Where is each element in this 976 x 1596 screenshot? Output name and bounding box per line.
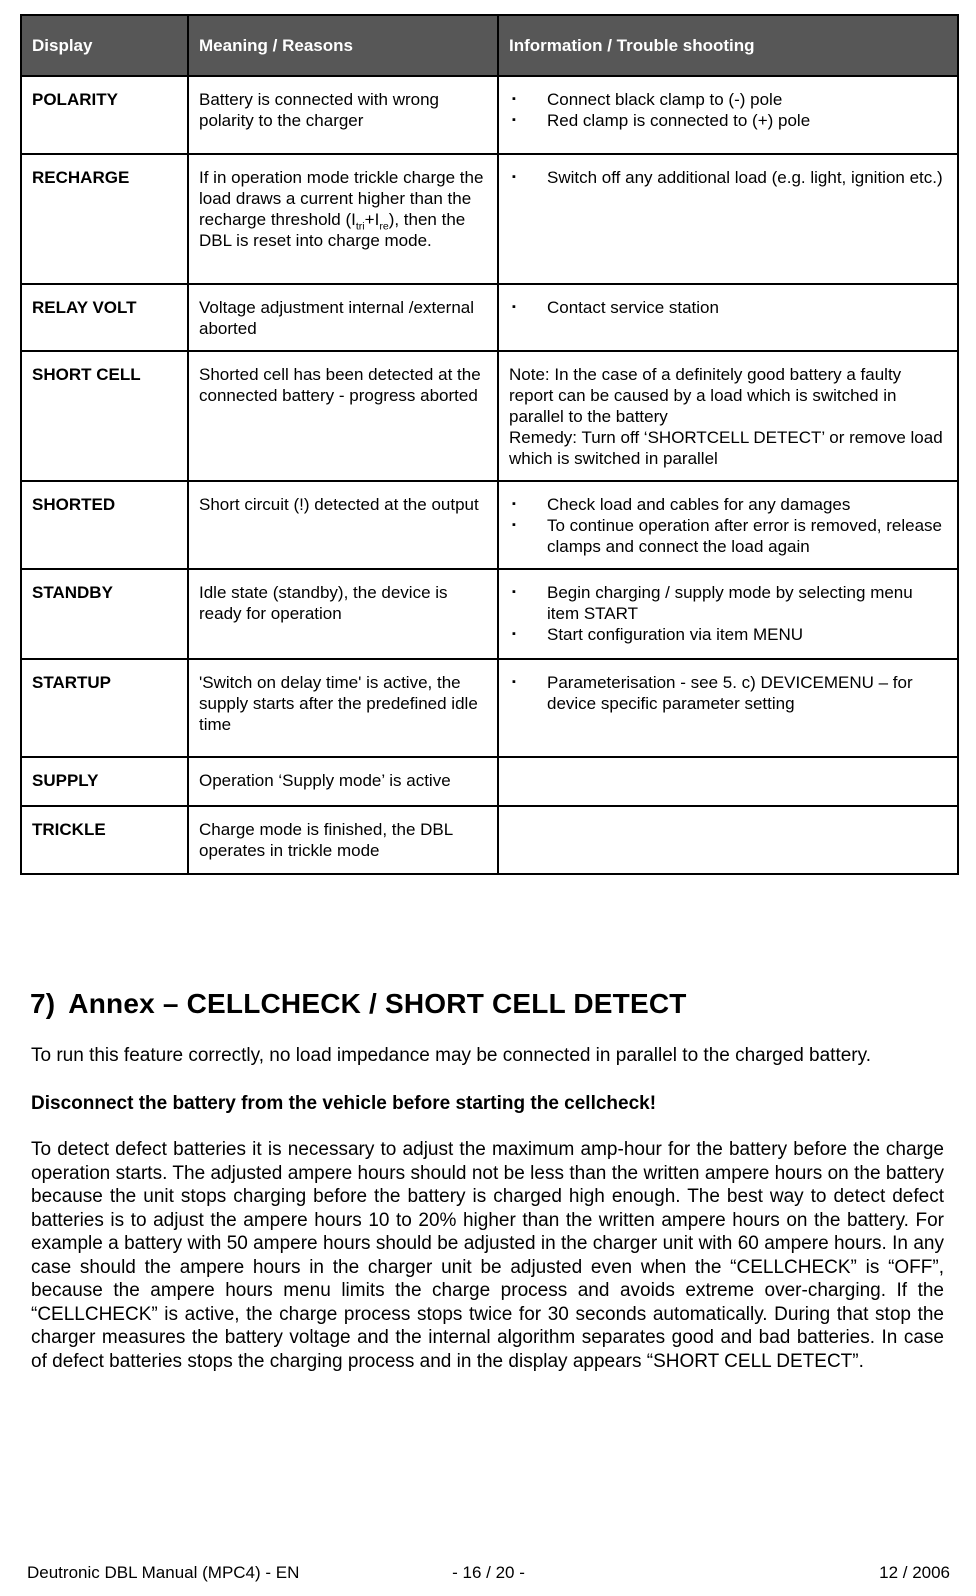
bullet-square-icon: ▪ — [512, 114, 516, 126]
bullet-square-icon: ▪ — [512, 171, 516, 183]
info-bullet-text: Red clamp is connected to (+) pole — [547, 111, 811, 130]
info-cell — [498, 569, 958, 659]
footer-page-number: - 16 / 20 - — [452, 1563, 525, 1582]
meaning-cell: Operation ‘Supply mode’ is active — [188, 757, 498, 806]
table-row — [21, 806, 958, 874]
footer-document-title: Deutronic DBL Manual (MPC4) - EN — [27, 1563, 300, 1582]
info-cell — [498, 757, 958, 806]
column-header-display: Display — [21, 15, 188, 76]
bullet-square-icon: ▪ — [512, 676, 516, 688]
info-bullet-text: Switch off any additional load (e.g. light, ignition etc.) — [547, 168, 943, 187]
table-row — [21, 569, 958, 659]
warning-line: Disconnect the battery from the vehicle before starting the cellcheck! — [31, 1093, 657, 1114]
info-cell — [498, 154, 958, 284]
bullet-square-icon: ▪ — [512, 586, 516, 598]
bullet-square-icon: ▪ — [512, 498, 516, 510]
info-bullet-text: Parameterisation - see 5. c) DEVICEMENU – for device specific parameter setting — [547, 673, 913, 713]
bullet-square-icon: ▪ — [512, 301, 516, 313]
table-row — [21, 76, 958, 154]
info-bullet-text: Check load and cables for any damages — [547, 495, 851, 514]
column-header-meaning: Meaning / Reasons — [188, 15, 498, 76]
table-row — [21, 757, 958, 806]
status-table-header — [21, 15, 958, 76]
meaning-cell: Short circuit (!) detected at the output — [188, 481, 498, 569]
info-cell — [498, 481, 958, 569]
info-bullet-item — [509, 297, 947, 318]
info-bullet-item — [509, 89, 947, 110]
info-bullet-text: Contact service station — [547, 298, 719, 317]
info-cell — [498, 659, 958, 757]
info-bullet-item — [509, 167, 947, 188]
info-bullet-item — [509, 494, 947, 515]
table-row — [21, 284, 958, 351]
meaning-cell: Charge mode is finished, the DBL operates in trickle mode — [188, 806, 498, 874]
info-bullet-item — [509, 110, 947, 131]
footer-date: 12 / 2006 — [879, 1563, 951, 1582]
intro-paragraph: To run this feature correctly, no load impedance may be connected in parallel to the charged battery. — [31, 1045, 871, 1066]
display-code-cell: STANDBY — [21, 569, 188, 659]
meaning-cell: Voltage adjustment internal /external aborted — [188, 284, 498, 351]
display-code-cell: POLARITY — [21, 76, 188, 154]
info-bullet-text: Connect black clamp to (-) pole — [547, 90, 783, 109]
info-bullet-text: Begin charging / supply mode by selecting menu item START — [547, 583, 913, 623]
display-code-cell: RELAY VOLT — [21, 284, 188, 351]
meaning-cell: 'Switch on delay time' is active, the supply starts after the predefined idle time — [188, 659, 498, 757]
display-code-cell: STARTUP — [21, 659, 188, 757]
table-header-row — [21, 15, 958, 76]
info-bullet-item — [509, 582, 947, 624]
info-cell — [498, 76, 958, 154]
display-status-table — [20, 14, 959, 875]
bullet-square-icon: ▪ — [512, 519, 516, 531]
info-note-line: Remedy: Turn off ‘SHORTCELL DETECT’ or remove load which is switched in parallel — [509, 428, 943, 468]
section-title: Annex – CELLCHECK / SHORT CELL DETECT — [68, 988, 687, 1019]
display-code-cell: SHORTED — [21, 481, 188, 569]
table-row — [21, 154, 958, 284]
display-code-cell: RECHARGE — [21, 154, 188, 284]
info-cell — [498, 806, 958, 874]
display-code-cell: SUPPLY — [21, 757, 188, 806]
column-header-info: Information / Trouble shooting — [498, 15, 958, 76]
info-note-line: Note: In the case of a definitely good battery a faulty report can be caused by a load which is switched in parallel to the battery — [509, 365, 902, 426]
body-paragraph: To detect defect batteries it is necessary to adjust the maximum amp-hour for the battery before the charge operation starts. The adjusted ampere hours should not be less than the written ampere hours on the battery because the unit stops charging before the battery is charged high enough. The best way to detect defect batteries is to adjust the ampere hours 10 to 20% higher than the written ampere hours on the battery. For example a battery with 50 ampere hours should be adjusted in the charger unit with 60 ampere hours. In any case should the ampere hours in the charger unit be adjusted even when the “CELLCHECK” is “OFF”, because the ampere hours menu limits the charge process and avoids extreme over-charging. If the “CELLCHECK” is active, the charge process stops twice for 30 seconds automatically. During that stop the charger measures the battery voltage and the internal algorithm separates good and bad batteries. In case of defect batteries stops the charging process and in the display appears “SHORT CELL DETECT”. — [31, 1139, 944, 1372]
display-code-cell: SHORT CELL — [21, 351, 188, 481]
info-cell — [498, 351, 958, 481]
status-table-body — [21, 76, 958, 874]
page-footer — [27, 1563, 950, 1583]
table-row — [21, 351, 958, 481]
table-row — [21, 481, 958, 569]
info-bullet-item — [509, 672, 947, 714]
meaning-cell: Idle state (standby), the device is ready for operation — [188, 569, 498, 659]
info-bullet-item — [509, 624, 947, 645]
bullet-square-icon: ▪ — [512, 628, 516, 640]
meaning-cell: Battery is connected with wrong polarity to the charger — [188, 76, 498, 154]
display-code-cell: TRICKLE — [21, 806, 188, 874]
table-row — [21, 659, 958, 757]
info-bullet-text: Start configuration via item MENU — [547, 625, 804, 644]
section-number: 7) — [30, 988, 56, 1019]
meaning-cell: Shorted cell has been detected at the connected battery - progress aborted — [188, 351, 498, 481]
info-bullet-text: To continue operation after error is removed, release clamps and connect the load again — [547, 516, 942, 556]
section-heading — [30, 988, 976, 1020]
info-bullet-item — [509, 515, 947, 557]
bullet-square-icon: ▪ — [512, 93, 516, 105]
info-cell — [498, 284, 958, 351]
meaning-cell: If in operation mode trickle charge the load draws a current higher than the recharge threshold $(I_{tri}+I_{re})$, then the DBL is reset into charge mode. — [188, 154, 498, 284]
